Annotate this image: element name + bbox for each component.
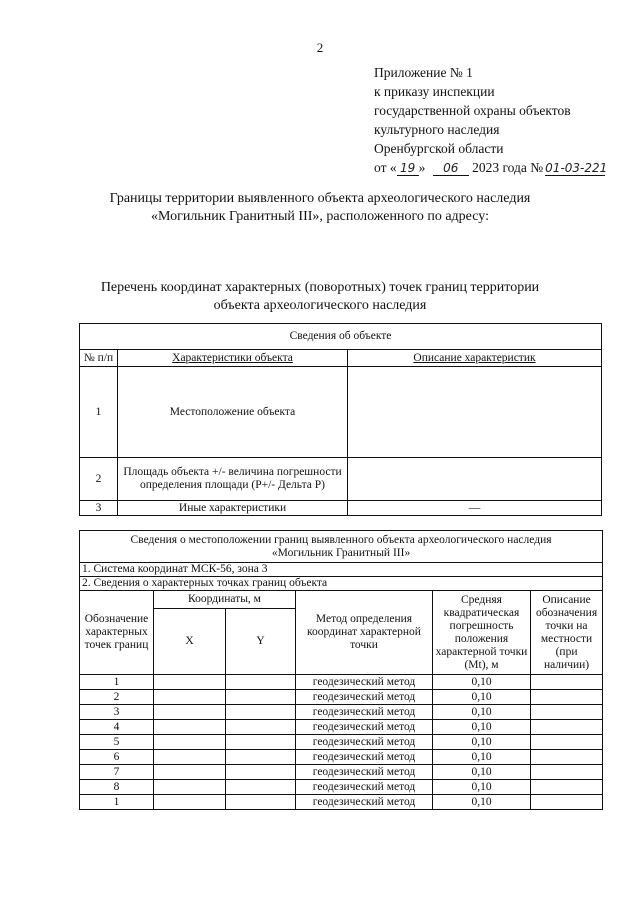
table-row (80, 367, 602, 458)
point-method: геодезический метод (296, 795, 433, 810)
table2-caption-line: «Могильник Гранитный III» (271, 546, 411, 559)
point-y (226, 750, 296, 765)
row-characteristic: Иные характеристики (118, 501, 348, 516)
point-description (531, 765, 603, 780)
point-x (154, 765, 226, 780)
point-method: геодезический метод (296, 720, 433, 735)
point-method: геодезический метод (296, 735, 433, 750)
row-value (348, 458, 602, 501)
document-heading (60, 190, 580, 226)
point-method: геодезический метод (296, 780, 433, 795)
coordinate-system: 1. Система координат МСК-56, зона 3 (80, 563, 603, 577)
point-error: 0,10 (433, 675, 531, 690)
row-number: 1 (80, 367, 118, 458)
point-x (154, 750, 226, 765)
heading-line: «Могильник Гранитный III», расположенного по адресу: (151, 209, 489, 224)
point-y (226, 780, 296, 795)
table2-caption (80, 531, 603, 563)
point-error: 0,10 (433, 690, 531, 705)
page-number: 2 (316, 40, 324, 55)
table-row (80, 765, 603, 780)
point-description (531, 750, 603, 765)
point-x (154, 795, 226, 810)
appendix-line: Приложение № 1 (374, 65, 473, 80)
point-id: 1 (80, 795, 154, 810)
point-x (154, 780, 226, 795)
row-number: 3 (80, 501, 118, 516)
point-x (154, 720, 226, 735)
point-description (531, 795, 603, 810)
table-row (80, 501, 602, 516)
point-x (154, 735, 226, 750)
point-y (226, 705, 296, 720)
table-row (80, 705, 603, 720)
point-id: 7 (80, 765, 154, 780)
point-id: 3 (80, 705, 154, 720)
table-row (80, 795, 603, 810)
list-heading-line: объекта археологического наследия (213, 298, 427, 313)
point-error: 0,10 (433, 750, 531, 765)
list-heading (60, 279, 580, 315)
table-row (80, 690, 603, 705)
date-year: 2023 года № (472, 160, 544, 175)
point-id: 6 (80, 750, 154, 765)
point-error: 0,10 (433, 735, 531, 750)
table1-header-description: Описание характеристик (348, 350, 602, 367)
point-method: геодезический метод (296, 705, 433, 720)
point-y (226, 675, 296, 690)
appendix-date-line (374, 158, 608, 177)
table-row (80, 458, 602, 501)
points-section-title: 2. Сведения о характерных точках границ объекта (80, 577, 603, 591)
heading-line: Границы территории выявленного объекта археологического наследия (109, 191, 531, 206)
appendix-line: Оренбургской области (374, 141, 504, 156)
row-value: — (348, 501, 602, 516)
point-method: геодезический метод (296, 765, 433, 780)
point-error: 0,10 (433, 720, 531, 735)
object-info-table (79, 323, 602, 516)
table1-header-num: № п/п (80, 350, 118, 367)
point-id: 4 (80, 720, 154, 735)
row-value (348, 367, 602, 458)
table-row (80, 675, 603, 690)
appendix-line: к приказу инспекции (374, 84, 495, 99)
header-x: X (154, 609, 226, 675)
row-characteristic: Местоположение объекта (118, 367, 348, 458)
point-description (531, 690, 603, 705)
date-mid: » (418, 160, 426, 175)
date-month: 06 (433, 161, 469, 176)
point-id: 5 (80, 735, 154, 750)
point-description (531, 675, 603, 690)
point-error: 0,10 (433, 795, 531, 810)
order-number: 01-03-221 (545, 161, 608, 175)
point-id: 2 (80, 690, 154, 705)
table1-header-characteristic: Характеристики объекта (118, 350, 348, 367)
table-row (80, 780, 603, 795)
point-error: 0,10 (433, 765, 531, 780)
row-characteristic: Площадь объекта +/- величина погрешности определения площади (Р+/- Дельта Р) (118, 458, 348, 501)
point-x (154, 690, 226, 705)
header-y: Y (226, 609, 296, 675)
point-y (226, 765, 296, 780)
point-method: геодезический метод (296, 690, 433, 705)
point-id: 8 (80, 780, 154, 795)
table-row (80, 735, 603, 750)
table1-caption: Сведения об объекте (80, 324, 602, 350)
header-description: Описание обозначения точки на местности (при наличии) (531, 591, 603, 675)
header-method: Метод определения координат характерной точки (296, 591, 433, 675)
point-x (154, 705, 226, 720)
appendix-line: культурного наследия (374, 122, 500, 137)
header-coordinates: Координаты, м (154, 591, 296, 609)
point-description (531, 780, 603, 795)
point-method: геодезический метод (296, 675, 433, 690)
point-description (531, 705, 603, 720)
header-designation: Обозначение характерных точек границ (80, 591, 154, 675)
date-day: 19 (397, 161, 419, 176)
row-number: 2 (80, 458, 118, 501)
list-heading-line: Перечень координат характерных (поворотных) точек границ территории (100, 280, 540, 295)
header-error: Средняя квадратическая погрешность положения характерной точки (Mt), м (433, 591, 531, 675)
point-id: 1 (80, 675, 154, 690)
table-row (80, 750, 603, 765)
point-y (226, 735, 296, 750)
table-row (80, 720, 603, 735)
date-prefix: от « (374, 160, 397, 175)
boundary-points-table (79, 530, 603, 810)
appendix-block (374, 63, 608, 177)
table2-caption-line: Сведения о местоположении границ выявленного объекта археологического наследия (130, 533, 552, 546)
point-description (531, 720, 603, 735)
point-y (226, 690, 296, 705)
appendix-line: государственной охраны объектов (374, 103, 571, 118)
point-y (226, 720, 296, 735)
point-description (531, 735, 603, 750)
point-y (226, 795, 296, 810)
point-method: геодезический метод (296, 750, 433, 765)
point-x (154, 675, 226, 690)
point-error: 0,10 (433, 705, 531, 720)
point-error: 0,10 (433, 780, 531, 795)
